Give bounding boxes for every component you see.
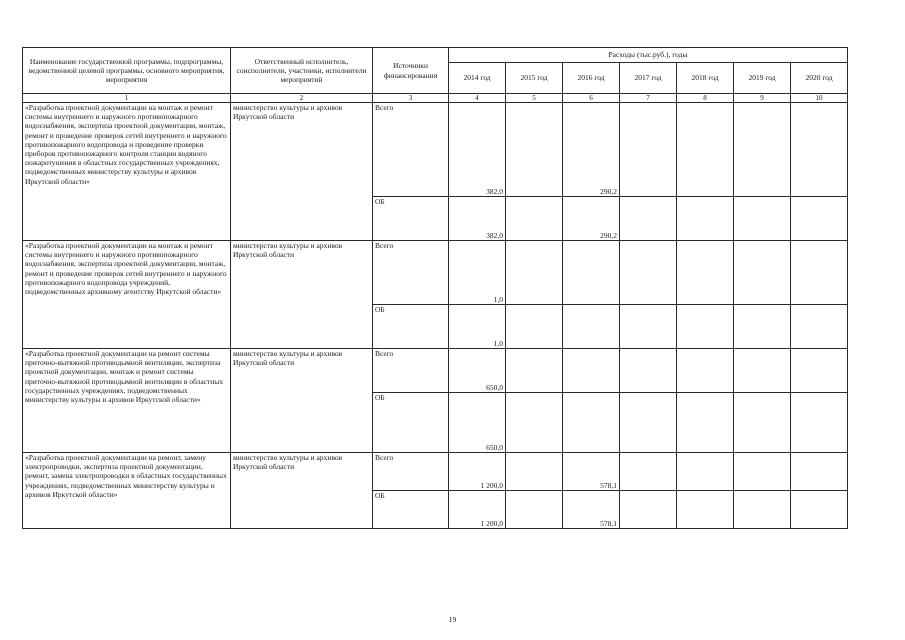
- header-year: 2018 год: [677, 63, 734, 94]
- value-cell: [791, 103, 848, 197]
- value-cell: [506, 197, 563, 241]
- column-number: 9: [734, 94, 791, 103]
- value-cell: [791, 491, 848, 529]
- value-cell: [791, 393, 848, 453]
- column-number: 10: [791, 94, 848, 103]
- value-cell: [620, 491, 677, 529]
- value-cell: [506, 241, 563, 305]
- header-year: 2016 год: [563, 63, 620, 94]
- table-body: [23, 103, 848, 529]
- value-cell: [677, 305, 734, 349]
- value-cell: [791, 197, 848, 241]
- executor-cell: министерство культуры и архивов Иркутской области: [231, 241, 373, 349]
- table-row: [23, 103, 848, 197]
- header-costs: Расходы (тыс.руб.), годы: [449, 48, 848, 63]
- value-cell: [734, 305, 791, 349]
- header-year: 2020 год: [791, 63, 848, 94]
- value-cell: [734, 103, 791, 197]
- expenses-table: [22, 47, 848, 529]
- table-row: [23, 349, 848, 393]
- source-cell: ОБ: [373, 305, 449, 349]
- value-cell: [677, 349, 734, 393]
- value-cell: [620, 103, 677, 197]
- event-name-cell: «Разработка проектной документации на ремонт системы приточно-вытяжной противодымной вентиляции, экспертиза проектной документации, монтаж и ремонт системы приточно-вытяжной противодымной вентиляции в областных государственных учреждениях, подведомственных министерству культуры и архивов Иркутской области»: [23, 349, 231, 453]
- value-cell: [677, 197, 734, 241]
- column-number: 5: [506, 94, 563, 103]
- column-number: 1: [23, 94, 231, 103]
- value-cell: [734, 453, 791, 491]
- value-cell: [506, 393, 563, 453]
- source-cell: Всего: [373, 103, 449, 197]
- source-cell: Всего: [373, 453, 449, 491]
- value-cell: 290,2: [563, 103, 620, 197]
- value-cell: [506, 305, 563, 349]
- value-cell: [620, 305, 677, 349]
- header-year: 2017 год: [620, 63, 677, 94]
- value-cell: [677, 103, 734, 197]
- table-row: [23, 453, 848, 491]
- value-cell: [620, 393, 677, 453]
- column-number: 6: [563, 94, 620, 103]
- event-name-cell: «Разработка проектной документации на ремонт, замену электропроводки, экспертиза проектной документации, ремонт, замена электропроводки в областных государственных учреждениях, подведомственных министерству культуры и архивов Иркутской области»: [23, 453, 231, 529]
- header-year: 2019 год: [734, 63, 791, 94]
- value-cell: 578,1: [563, 491, 620, 529]
- value-cell: [677, 393, 734, 453]
- value-cell: [677, 491, 734, 529]
- value-cell: 1 200,0: [449, 453, 506, 491]
- source-cell: Всего: [373, 349, 449, 393]
- column-number: 4: [449, 94, 506, 103]
- value-cell: [791, 305, 848, 349]
- executor-cell: министерство культуры и архивов Иркутской области: [231, 103, 373, 241]
- value-cell: [620, 241, 677, 305]
- value-cell: 578,1: [563, 453, 620, 491]
- value-cell: [620, 349, 677, 393]
- value-cell: 1 200,0: [449, 491, 506, 529]
- column-number: 3: [373, 94, 449, 103]
- column-number: 2: [231, 94, 373, 103]
- value-cell: [620, 197, 677, 241]
- value-cell: [734, 349, 791, 393]
- header-executor-column: Ответственный исполнитель, соисполнители, участники, исполнители мероприятий: [231, 48, 373, 94]
- value-cell: [791, 453, 848, 491]
- value-cell: [563, 393, 620, 453]
- value-cell: [563, 241, 620, 305]
- table-row: [23, 241, 848, 305]
- value-cell: 382,0: [449, 197, 506, 241]
- value-cell: 650,0: [449, 393, 506, 453]
- value-cell: 1,0: [449, 305, 506, 349]
- source-cell: ОБ: [373, 491, 449, 529]
- header-year: 2014 год: [449, 63, 506, 94]
- value-cell: [734, 241, 791, 305]
- event-name-cell: «Разработка проектной документации на монтаж и ремонт системы внутреннего и наружного противопожарного водоснабжения, экспертиза проектной документации, монтаж, ремонт и проведение проверок сетей внутреннего и наружного противопожарного водопровода учреждений, подведомственных архивному агентству Иркутской области»: [23, 241, 231, 349]
- page-number: 19: [448, 615, 457, 624]
- executor-cell: министерство культуры и архивов Иркутской области: [231, 453, 373, 529]
- value-cell: [506, 491, 563, 529]
- value-cell: [620, 453, 677, 491]
- value-cell: 290,2: [563, 197, 620, 241]
- source-cell: Всего: [373, 241, 449, 305]
- value-cell: 1,0: [449, 241, 506, 305]
- value-cell: [791, 349, 848, 393]
- column-number: 8: [677, 94, 734, 103]
- value-cell: 382,0: [449, 103, 506, 197]
- header-name-column: Наименование государственной программы, подпрограммы, ведомственной целевой программы, основного мероприятия, мероприятия: [23, 48, 231, 94]
- value-cell: [506, 103, 563, 197]
- value-cell: [734, 393, 791, 453]
- source-cell: ОБ: [373, 197, 449, 241]
- value-cell: [734, 491, 791, 529]
- column-number: 7: [620, 94, 677, 103]
- value-cell: [791, 241, 848, 305]
- value-cell: [563, 305, 620, 349]
- header-year: 2015 год: [506, 63, 563, 94]
- value-cell: [677, 241, 734, 305]
- executor-cell: министерство культуры и архивов Иркутской области: [231, 349, 373, 453]
- value-cell: [506, 349, 563, 393]
- event-name-cell: «Разработка проектной документации на монтаж и ремонт системы внутреннего и наружного противопожарного водоснабжения, экспертиза проектной документации, монтаж, ремонт и проведение проверок сетей внутреннего и наружного противопожарного водопровода и проведение проверки приборов противопожарного контроля станции водяного пожаротушения в областных государственных учреждениях, подведомственных министерству культуры и архивов Иркутской области»: [23, 103, 231, 241]
- value-cell: [506, 453, 563, 491]
- source-cell: ОБ: [373, 393, 449, 453]
- value-cell: [677, 453, 734, 491]
- value-cell: [563, 349, 620, 393]
- header-source-column: Источники финансирования: [373, 48, 449, 94]
- value-cell: [734, 197, 791, 241]
- value-cell: 650,0: [449, 349, 506, 393]
